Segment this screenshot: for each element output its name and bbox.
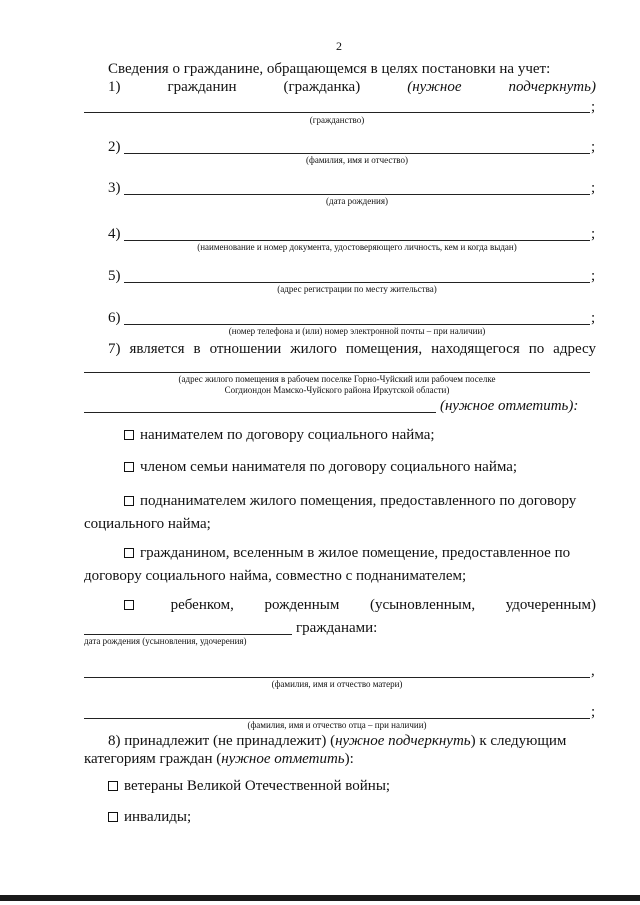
option-child-w1: рожденным: [264, 597, 340, 613]
child-birthdate-caption: дата рождения (усыновления, удочерения): [84, 636, 247, 646]
option-family: [124, 459, 517, 476]
item1-line: [108, 79, 596, 96]
item2-number: 2): [108, 139, 121, 155]
option-child-checkbox[interactable]: [124, 600, 134, 610]
item7-w6: находящегося: [431, 341, 520, 357]
item4-number: 4): [108, 226, 121, 242]
option-subtenant-cont: социального найма;: [84, 516, 211, 532]
item7-caption-line2: Согдиондон Мамско-Чуйского района Иркутской области): [224, 385, 450, 395]
item8-text-c: к следующим: [475, 733, 567, 749]
item3-end: ;: [591, 180, 596, 196]
option-family-checkbox[interactable]: [124, 462, 134, 472]
option-subtenant-checkbox[interactable]: [124, 496, 134, 506]
item7-w7: по: [528, 341, 545, 357]
mother-caption: (фамилия, имя и отчество матери): [271, 679, 403, 689]
option-subtenant-label: поднанимателем жилого помещения, предоставленного по договору: [140, 493, 577, 509]
item7-w2: в: [193, 341, 201, 357]
item8-line2-b: нужное отметить: [221, 751, 345, 767]
item1-word-underline: подчеркнуть): [508, 79, 596, 95]
option-family-label: членом семьи нанимателя по договору социального найма;: [140, 459, 518, 475]
item4-end: ;: [591, 226, 596, 242]
item1-input-line[interactable]: [84, 112, 590, 113]
item7-w5: помещения,: [345, 341, 423, 357]
father-end: ;: [591, 704, 596, 720]
item5-caption: (адрес регистрации по месту жительства): [277, 284, 437, 294]
item4-caption: (наименование и номер документа, удостоверяющего личность, кем и когда выдан): [197, 242, 517, 252]
option-moved-in-cont: договору социального найма, совместно с поднанимателем;: [84, 568, 467, 584]
option-moved-in-label: гражданином, вселенным в жилое помещение, предоставленное по: [140, 545, 571, 561]
item6-caption: (номер телефона и (или) номер электронной почты – при наличии): [228, 326, 486, 336]
item7-w0: 7): [108, 341, 121, 357]
item1-word-needed: (нужное: [407, 79, 462, 95]
item1-end: ;: [591, 99, 596, 115]
item7-note-text: (нужное отметить):: [440, 398, 579, 414]
item7-w1: является: [129, 341, 185, 357]
item7-note: [440, 398, 578, 415]
item3-input-line[interactable]: [124, 194, 590, 195]
item8-text-b: нужное подчеркнуть: [335, 733, 471, 749]
item7-w4: жилого: [290, 341, 337, 357]
child-birthdate-line[interactable]: [84, 634, 292, 635]
item8-line2-c: ):: [344, 751, 354, 767]
item2-end: ;: [591, 139, 596, 155]
item1-word-citizen-f: (гражданка): [283, 79, 361, 95]
option-child-w2: (усыновленным,: [369, 597, 476, 613]
item7-address-line[interactable]: [84, 372, 590, 373]
child-citizens-label: гражданами:: [296, 620, 378, 636]
item5-end: ;: [591, 268, 596, 284]
item8-line1: 8) принадлежит (не принадлежит) (нужное подчеркнуть) к следующим: [108, 733, 567, 749]
item5-input-line[interactable]: [124, 282, 590, 283]
item8-line2-a: категориям граждан (: [84, 751, 222, 767]
option-child: [124, 597, 596, 614]
item1-word-citizen: гражданин: [167, 79, 237, 95]
mother-end: ,: [591, 663, 595, 679]
option-tenant-label: нанимателем по договору социального найма;: [140, 427, 435, 443]
category-disabled: [108, 809, 191, 826]
category-veterans: [108, 778, 390, 795]
item3-caption: (дата рождения): [326, 196, 388, 206]
item8-line2: [84, 751, 354, 768]
page-number: 2: [336, 39, 342, 53]
category-disabled-label: инвалиды;: [124, 809, 192, 825]
item2-input-line[interactable]: [124, 153, 590, 154]
category-veterans-label: ветераны Великой Отечественной войны;: [124, 778, 391, 794]
option-tenant-checkbox[interactable]: [124, 430, 134, 440]
father-caption: (фамилия, имя и отчество отца – при наличии): [247, 720, 427, 730]
category-disabled-checkbox[interactable]: [108, 812, 118, 822]
scan-edge-bar: [0, 895, 640, 901]
item6-input-line[interactable]: [124, 324, 590, 325]
item6-number: 6): [108, 310, 121, 326]
item4-input-line[interactable]: [124, 240, 590, 241]
item7-line: [108, 341, 596, 358]
item2-caption: (фамилия, имя и отчество): [306, 155, 408, 165]
option-moved-in: [124, 545, 570, 562]
option-tenant: [124, 427, 435, 444]
item7-address-line2[interactable]: [84, 412, 436, 413]
form-heading: Сведения о гражданине, обращающемся в целях постановки на учет:: [108, 61, 551, 77]
option-moved-in-checkbox[interactable]: [124, 548, 134, 558]
item5-number: 5): [108, 268, 121, 284]
item1-number: 1): [108, 79, 121, 95]
item7-caption-line1: (адрес жилого помещения в рабочем поселке Горно-Чуйский или рабочем поселке: [178, 374, 496, 384]
option-child-w3: удочеренным): [505, 597, 596, 613]
mother-name-line[interactable]: [84, 677, 590, 678]
item8-text-a: 8) принадлежит (не принадлежит): [108, 733, 331, 749]
option-child-w0: ребенком,: [170, 597, 234, 613]
item1-caption: (гражданство): [309, 115, 365, 125]
item7-w3: отношении: [209, 341, 282, 357]
item3-number: 3): [108, 180, 121, 196]
item7-w8: адресу: [553, 341, 596, 357]
father-name-line[interactable]: [84, 718, 590, 719]
category-veterans-checkbox[interactable]: [108, 781, 118, 791]
item6-end: ;: [591, 310, 596, 326]
option-subtenant: [124, 493, 576, 510]
